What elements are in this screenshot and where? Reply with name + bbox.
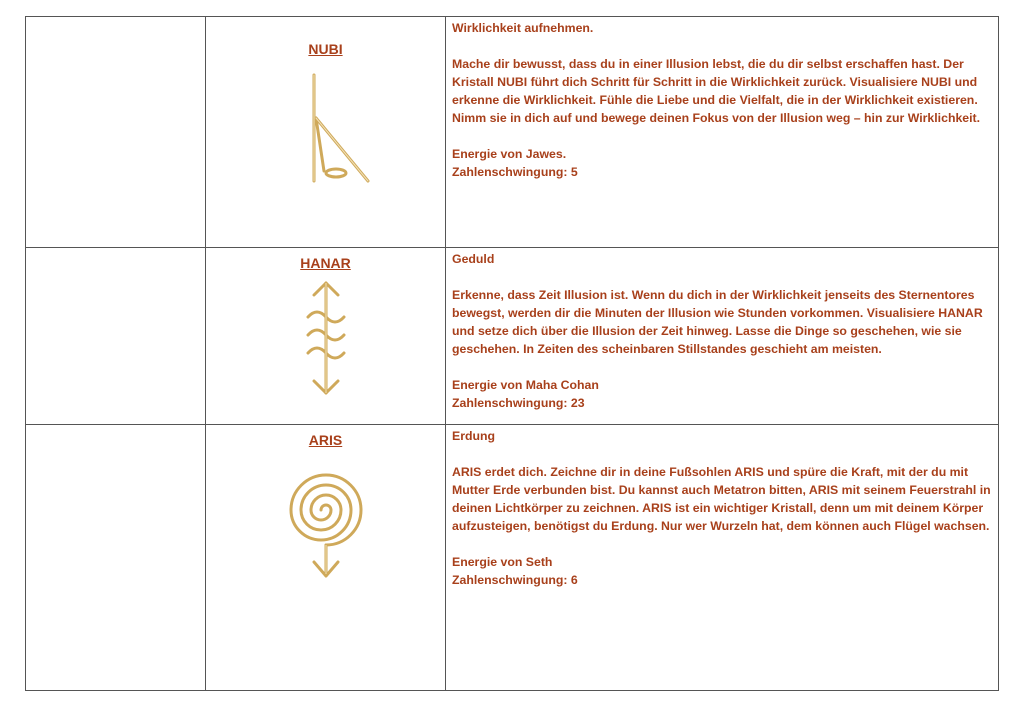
crystal-theme: Erdung xyxy=(452,429,496,443)
crystal-number: Zahlenschwingung: 6 xyxy=(452,573,578,587)
description-cell xyxy=(446,17,999,248)
empty-cell xyxy=(26,248,206,425)
table-row xyxy=(26,17,999,248)
crystal-energy: Energie von Maha Cohan xyxy=(452,378,599,392)
crystal-description: Mache dir bewusst, dass du in einer Illusion lebst, die du dir selbst erschaffen hast. Der Kristall NUBI führt dich Schritt für Schritt in die Wirklichkeit zurück. Visualisiere NUBI und erkenne die Wirklichkeit. Fühle die Liebe und die Vielfalt, die in der Wirklichkeit existieren. Nimm sie in dich auf und bewege deinen Fokus von der Illusion weg – hin zur Wirklichkeit. xyxy=(452,57,981,125)
crystal-name: HANAR xyxy=(300,255,351,271)
crystal-name: NUBI xyxy=(308,41,343,57)
crystal-description: ARIS erdet dich. Zeichne dir in deine Fußsohlen ARIS und spüre die Kraft, mit der du mit Mutter Erde verbunden bist. Du kannst auch Metatron bitten, ARIS mit seinem Feuerstrahl in deinen Lichtkörper zu zeichnen. ARIS ist ein wichtiger Kristall, denn um mit deinem Körper aufzusteigen, benötigst du Erdung. Nur wer Wurzeln hat, dem können auch Flügel wachsen. xyxy=(452,465,991,533)
nubi-symbol-icon xyxy=(276,63,376,193)
table-row xyxy=(26,248,999,425)
symbol-cell xyxy=(206,248,446,425)
aris-symbol-icon xyxy=(276,454,376,586)
document-page xyxy=(25,16,998,690)
empty-cell xyxy=(26,17,206,248)
crystal-number: Zahlenschwingung: 23 xyxy=(452,396,585,410)
crystal-energy: Energie von Seth xyxy=(452,555,553,569)
crystal-theme: Wirklichkeit aufnehmen. xyxy=(452,21,594,35)
description-cell xyxy=(446,425,999,691)
table-row xyxy=(26,425,999,691)
empty-cell xyxy=(26,425,206,691)
crystal-number: Zahlenschwingung: 5 xyxy=(452,165,578,179)
crystal-name: ARIS xyxy=(308,432,343,448)
crystal-theme: Geduld xyxy=(452,252,495,266)
crystal-energy: Energie von Jawes. xyxy=(452,147,567,161)
symbol-cell xyxy=(206,17,446,248)
crystal-description: Erkenne, dass Zeit Illusion ist. Wenn du dich in der Wirklichkeit jenseits des Sternentores bewegst, werden dir die Minuten der Illusion wie Stunden vorkommen. Visualisiere HANAR und setze dich über die Illusion der Zeit hinweg. Lasse die Dinge so geschehen, wie sie geschehen. In Zeiten des scheinbaren Stillstandes geschieht am meisten. xyxy=(452,288,983,356)
symbol-cell xyxy=(206,425,446,691)
description-cell xyxy=(446,248,999,425)
hanar-symbol-icon xyxy=(286,277,366,399)
crystal-table xyxy=(25,16,999,691)
